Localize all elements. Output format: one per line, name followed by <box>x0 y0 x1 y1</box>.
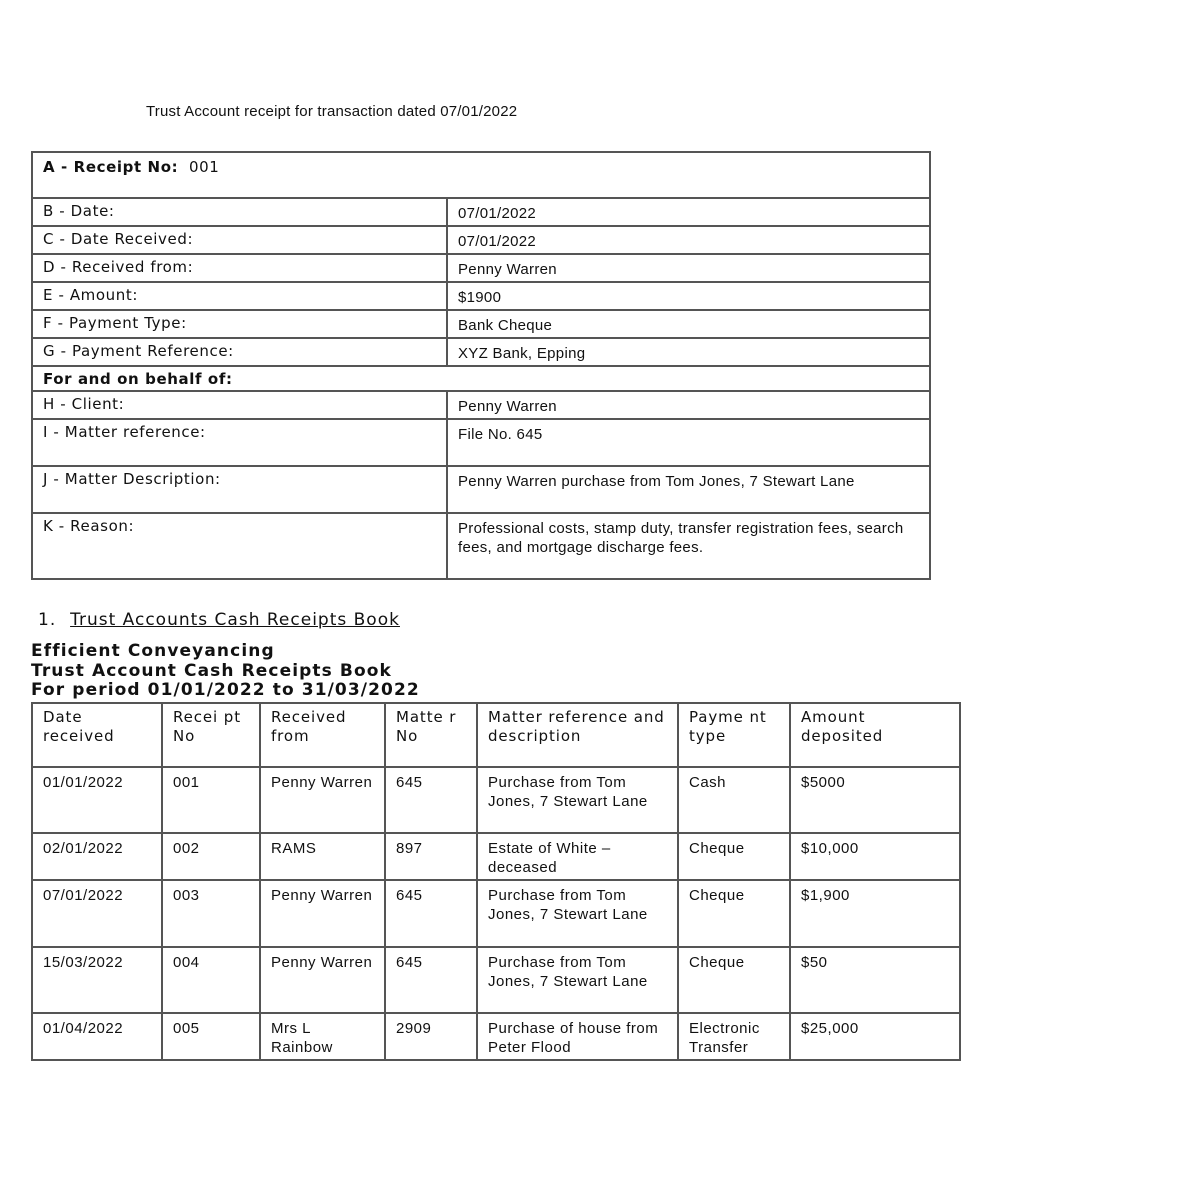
receipt-row-reason <box>32 513 930 579</box>
cell-receipt-no: 001 <box>162 767 260 833</box>
field-value: Penny Warren purchase from Tom Jones, 7 Stewart Lane <box>447 466 930 513</box>
receipt-table <box>31 151 931 580</box>
cell-received-from: Mrs L Rainbow <box>260 1013 385 1060</box>
firm-name: Efficient Conveyancing <box>31 641 275 661</box>
field-label: E - Amount: <box>32 282 447 310</box>
cell-payment-type: Cheque <box>678 880 790 947</box>
field-value: $1900 <box>447 282 930 310</box>
cell-date: 07/01/2022 <box>32 880 162 947</box>
field-label: B - Date: <box>32 198 447 226</box>
cell-description: Purchase of house from Peter Flood <box>477 1013 678 1060</box>
field-value: XYZ Bank, Epping <box>447 338 930 366</box>
field-value: File No. 645 <box>447 419 930 466</box>
column-header: Matte r No <box>385 703 477 767</box>
field-value: Bank Cheque <box>447 310 930 338</box>
cell-amount: $50 <box>790 947 960 1013</box>
book-period: For period 01/01/2022 to 31/03/2022 <box>31 680 420 700</box>
cell-matter-no: 897 <box>385 833 477 880</box>
receipt-no-value: 001 <box>188 158 220 176</box>
book-title: Trust Account Cash Receipts Book <box>31 660 392 681</box>
cell-amount: $1,900 <box>790 880 960 947</box>
column-header: Recei pt No <box>162 703 260 767</box>
field-label: K - Reason: <box>32 513 447 579</box>
section-heading <box>38 610 400 630</box>
column-header: Amount deposited <box>790 703 960 767</box>
column-header: Date received <box>32 703 162 767</box>
cell-received-from: RAMS <box>260 833 385 880</box>
cell-payment-type: Cheque <box>678 947 790 1013</box>
behalf-row <box>32 366 930 391</box>
section-title: Trust Accounts Cash Receipts Book <box>70 610 400 630</box>
table-row <box>32 880 960 947</box>
receipt-row-date <box>32 198 930 226</box>
cell-received-from: Penny Warren <box>260 880 385 947</box>
cell-description: Purchase from Tom Jones, 7 Stewart Lane <box>477 767 678 833</box>
column-header: Matter reference and description <box>477 703 678 767</box>
field-label: F - Payment Type: <box>32 310 447 338</box>
cell-payment-type: Cheque <box>678 833 790 880</box>
cell-description: Purchase from Tom Jones, 7 Stewart Lane <box>477 880 678 947</box>
field-label: I - Matter reference: <box>32 419 447 466</box>
cell-matter-no: 2909 <box>385 1013 477 1060</box>
field-value: Penny Warren <box>447 391 930 419</box>
cell-date: 02/01/2022 <box>32 833 162 880</box>
cell-payment-type: Electronic Transfer <box>678 1013 790 1060</box>
cell-matter-no: 645 <box>385 947 477 1013</box>
cell-receipt-no: 005 <box>162 1013 260 1060</box>
field-label: C - Date Received: <box>32 226 447 254</box>
cell-date: 15/03/2022 <box>32 947 162 1013</box>
cell-payment-type: Cash <box>678 767 790 833</box>
cell-received-from: Penny Warren <box>260 767 385 833</box>
table-row <box>32 833 960 880</box>
table-row <box>32 767 960 833</box>
cell-amount: $5000 <box>790 767 960 833</box>
cell-matter-no: 645 <box>385 880 477 947</box>
receipt-row-payment-type <box>32 310 930 338</box>
receipt-no-label: A - Receipt No: <box>43 158 179 176</box>
table-row <box>32 947 960 1013</box>
cell-date: 01/04/2022 <box>32 1013 162 1060</box>
cell-receipt-no: 003 <box>162 880 260 947</box>
receipt-row-payment-reference <box>32 338 930 366</box>
field-label: D - Received from: <box>32 254 447 282</box>
cash-receipts-table <box>31 702 961 1061</box>
cell-description: Purchase from Tom Jones, 7 Stewart Lane <box>477 947 678 1013</box>
column-header: Received from <box>260 703 385 767</box>
field-value: Penny Warren <box>447 254 930 282</box>
column-header: Payme nt type <box>678 703 790 767</box>
receipt-row-matter-description <box>32 466 930 513</box>
behalf-label: For and on behalf of: <box>32 366 930 391</box>
receipt-row-matter-reference <box>32 419 930 466</box>
cell-amount: $10,000 <box>790 833 960 880</box>
receipt-row-received-from <box>32 254 930 282</box>
table-row <box>32 1013 960 1060</box>
receipt-row-date-received <box>32 226 930 254</box>
section-number: 1. <box>38 610 57 630</box>
receipt-no-row <box>32 152 930 198</box>
cell-matter-no: 645 <box>385 767 477 833</box>
book-header <box>31 642 420 701</box>
field-value: 07/01/2022 <box>447 198 930 226</box>
field-label: G - Payment Reference: <box>32 338 447 366</box>
cell-received-from: Penny Warren <box>260 947 385 1013</box>
cell-amount: $25,000 <box>790 1013 960 1060</box>
receipt-row-client <box>32 391 930 419</box>
page-title: Trust Account receipt for transaction dated 07/01/2022 <box>146 103 518 120</box>
cell-receipt-no: 004 <box>162 947 260 1013</box>
field-value: 07/01/2022 <box>447 226 930 254</box>
receipt-row-amount <box>32 282 930 310</box>
cell-receipt-no: 002 <box>162 833 260 880</box>
table-header-row <box>32 703 960 767</box>
field-label: H - Client: <box>32 391 447 419</box>
field-value: Professional costs, stamp duty, transfer registration fees, search fees, and mortgage discharge fees. <box>447 513 930 579</box>
cell-description: Estate of White – deceased <box>477 833 678 880</box>
cell-date: 01/01/2022 <box>32 767 162 833</box>
field-label: J - Matter Description: <box>32 466 447 513</box>
